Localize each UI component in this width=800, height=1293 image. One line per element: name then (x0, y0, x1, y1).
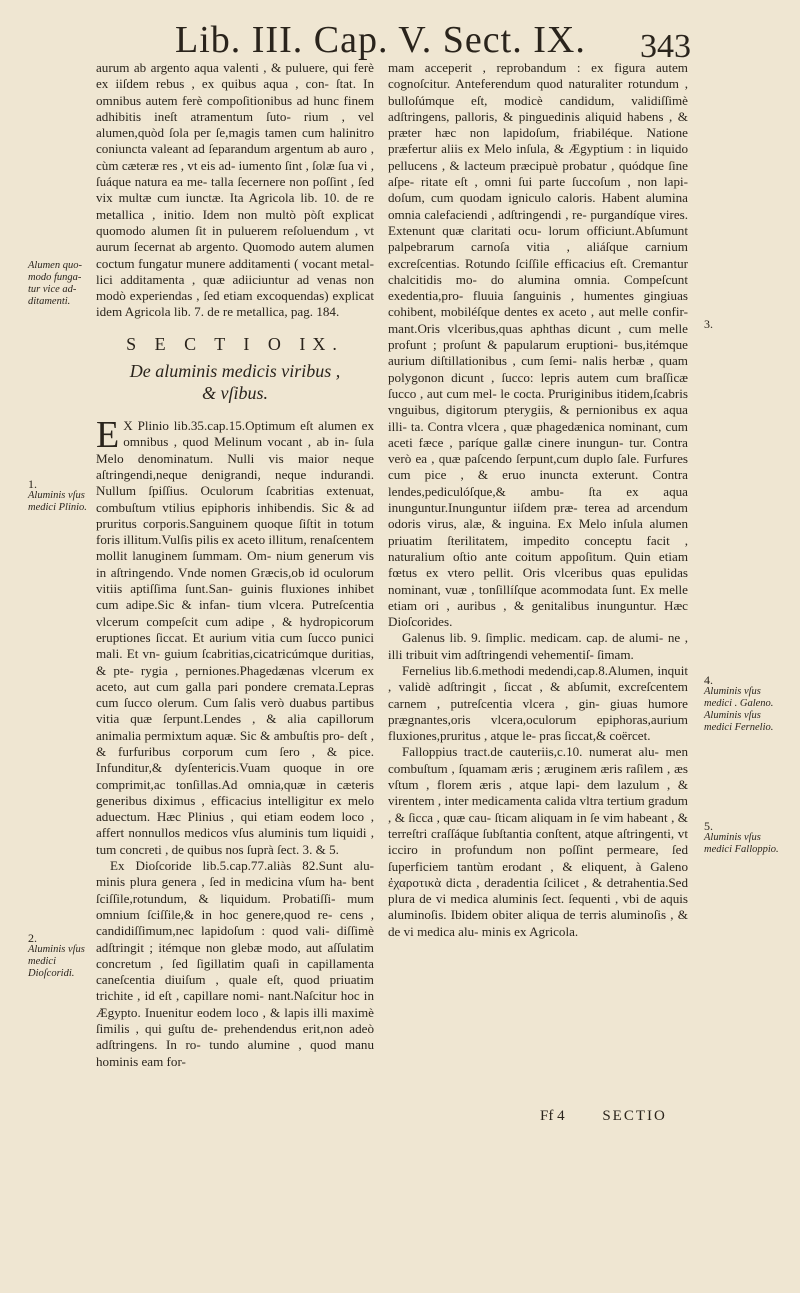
margin-note-number: 3. (704, 317, 713, 331)
paragraph: Ex Dioſcoride lib.5.cap.77.aliàs 82.Sunt alu- minis plura genera , ſed in medicina vſum ha- bent ſciſſile,rotundum, & liquidum. Probatiſſi- mum omnium ſciſſile,& in hoc genere,quod re- cens , candidiſſimum,nec lapidoſum : quod vali- diſſimè adſtringit ; itémque non glebæ modo, aut aſſulatim concretum , ſed ſigillatim quaſi in capillamenta caneſcentia diuiſum , quale eſt, quod priuatim trichite , id eſt , capillare nomi- nant.Naſcitur hoc in Ægypto. Inuenitur eodem loco , & lapis illi maximè ſimilis , qui guſtu de- prehendendus erit,non adeò adſtringens. In ro- tundo alumine , quod manu hominis eam for- (96, 858, 374, 1069)
right-column (388, 60, 688, 940)
section-subtitle (96, 360, 374, 404)
margin-note-text: Aluminis vſus medici Falloppio. (704, 832, 779, 855)
section-title: S E C T I O IX. (126, 333, 344, 354)
margin-note-number-3 (704, 318, 784, 330)
paragraph-text: X Plinio lib.35.cap.15.Optimum eſt alumen ex omnibus , quod Melinum vocant , ab in- ſula Melo denominatum. Nulli vis maior neque aſtringendi,neque denigrandi, neque indurandi. Nullum ſpiſſius. Oculorum ſcabritias extenuat, combuſtum vtilius epiphoris inhibendis. Sic & ad pruritus corporis.Sanguinem quoque ſiſtit in totum foris illitum.Vulſis pilis ex aceto illitum, renaſcentem mollit lanuginem ſummam. Om- nium generum vis in aſtringendo. Vnde nomen Græcis,ob id oculorum vitiis aptiſſima ſunt.San- guinis fluxiones inhibet cum adipe.Sic & infan- tium vlcera. Putreſcentia vlcerum compeſcit cum adipe , & hydropicorum eruptiones ſiccat. Et aurium vitia cum ſucco punici mali. Et vn- guium ſcabritias,cicatricúmque duritias, & pte- rygia , perniones.Phagedænas vlcerum ex aceto, aut cum galla pari pondere cremata.Lepras cum ſucco olerum. Cum ſalis verò duabus partibus vitia quæ ſerpunt.Lendes , & alia capillorum animalia permixtum aquæ. Sic & ambuſtis pro- deſt , & furfuribus corporum cum ſero , & pice. Infunditur,& dyſentericis.Vuam quoque in ore comprimit,ac tonſillas.Ad omnia,quæ in cæteris generibus diximus , efficacius intelligitur ex melo aduectum. Hæc Plinius , qui etiam eodem loco , affert nonnullos medicos vſus aluminis tum liquidi , tum concreti , de quibus nos ſuprà ſect. 3. & 5. (96, 418, 374, 857)
section-subtitle-line: & vſibus. (202, 383, 268, 404)
margin-note-number: 4. (704, 673, 713, 687)
paragraph: Galenus lib. 9. ſimplic. medicam. cap. de alumi- ne , illi tribuit vim adſtringendi vehementiſ- ſimam. (388, 630, 688, 662)
paragraph: Falloppius tract.de cauteriis,c.10. numerat alu- men combuſtum , ſquamam æris ; æruginem æris raſilem , æs vſtum , florem æris , atque lapi- dem lazulum , & virentem , inter medicamenta calida vltra tertium gradum , & ſicca , quæ cau- ſticam aliquam in ſe vim habeant , & terreſtri craſſáque ſubſtantia conſtent, atque aſtringenti, vt icciro in profundum non poſſint permeare, ſed ſuperficiem tantùm erodant , & eliquent, à Galeno ἐχαροτικὰ dicta , deradentia ſcilicet , & detrahentia.Sed plura de vi medica aluminis ſect. ſequenti , vbi de aquis aluminoſis. Ibidem obiter aliqua de terris aluminoſis , & de vi medica alu- minis ex Agricola. (388, 744, 688, 939)
margin-note-dioscoridi (28, 932, 90, 980)
paragraph: aurum ab argento aqua valenti , & puluere, qui ferè ex iiſdem rebus , ex quibus aqua , con- ſtat. In omnibus autem ferè compoſitionibus ad hunc finem adhibitis ineſt atramentum ſuto- rium , vel alumen,quòd ſola per ſe,magis tamen cum halinitro coniuncta valeant ad ſeparandum argentum ab auro , cùm cæteræ res , vt eis ad- iumento ſint , ſolæ ſua vi , ſuáque natura ea me- talla ſecernere non poſſint , ſed vix multæ cum iunctæ. Ita Agricola lib. 10. de re metallica , initio. Idem non multò pòſt explicat quomodo alumen ſit in puluerem reſoluendum , vt aurum ſecernat ab argento. Quomodo autem alumen coctum fungatur munere additamenti ( vocant metal- lici additamenta , quæ adiiciuntur ad venas non modò experiendas , ſed etiam excoquendas) explicat idem Agricola lib. 7. de re metallica, pag. 184. (96, 60, 374, 320)
margin-note-additamentum (28, 260, 90, 308)
margin-note-text: Aluminis vſus medici Dioſcoridi. (28, 944, 85, 979)
signature-mark: Ff 4 (540, 1108, 565, 1124)
margin-note-text: Alumen quo- modo funga- tur vice ad- ditamenti. (28, 260, 82, 307)
drop-cap: E (96, 414, 120, 457)
margin-note-text: Aluminis vſus medici Plinio. (28, 490, 87, 513)
page-number: 343 (640, 28, 691, 65)
left-column (96, 60, 374, 1070)
margin-note-number: 5. (704, 819, 713, 833)
paragraph: Fernelius lib.6.methodi medendi,cap.8.Alumen, inquit , validè adſtringit , ſiccat , & abſumit, excreſcentem carnem , putreſcentia vlcera , gin- giuas humore prægnantes,oris vlcera,oculorum epiphoras,aurium fluxiones,pruritus , atque le- pras ſiccat,& coërcet. (388, 662, 688, 744)
margin-note-text: Aluminis vſus medici . Galeno. Aluminis vſus medici Fernelio. (704, 686, 774, 733)
paragraph (96, 414, 374, 858)
running-head: Lib. III. Cap. V. Sect. IX. (175, 19, 586, 61)
catchword: SECTIO (602, 1108, 667, 1124)
page-footer (540, 1108, 667, 1125)
margin-note-plinio (28, 478, 90, 514)
margin-note-galeno-fernelio (704, 674, 784, 734)
section-subtitle-line: De aluminis medicis viribus , (129, 361, 341, 382)
margin-note-number: 1. (28, 477, 37, 491)
margin-note-number: 2. (28, 931, 37, 945)
margin-note-falloppio (704, 820, 784, 856)
paragraph: mam acceperit , reprobandum : ex figura autem cognoſcitur. Anteferendum quod naturaliter rotundum , bulloſúmque eſt, modicè candidum, validiſſimè adſtringens, palloris, & pinguedinis aliquid habens , & præter hæc non lapidoſum, friabiléque. Natione præfertur aliis ex Melo inſula, & Ægyptium : in liquido pellucens , & lacteum præcipuè probatur , quódque ſine aſpe- ritate eſt , omni ſui parte ſuccoſum , non lapi- doſum, cum quodam igniculo caloris. Habent alumina omnia calefaciendi , adſtringendi , re- purgandíque vires. Extenunt quæ claritati ocu- lorum officiunt.Abſumunt palpebrarum carnoſa vitia , aliáſque carnium excreſcentias. Rotundo ſciſſile efficacius eſt. Cremantur chalcitidis mo- do alumina omnia. Compeſcunt exedentia,pro- fluuia ſanguinis , humentes gingiuas cohibent, mobiléſque dentes ex aceto , aut melle confir- mant.Oris vlceribus,quas aphthas dicunt , cum melle profunt ; proſunt & papularum eruptioni- bus,itémque aurium diſtillationibus , cum ſemi- nalis herbæ , quam polygonon dicunt , ſucco: lepris autem cum braſſicæ ſucco , aut cum mel- le cocta. Pruriginibus itidem,ſcabris vnguibus, digitorum pterygiis, & pernionibus ex aqua illi- ta. Contra vlcera , quæ phagedænica nominant, cum aceti fæce , paríque gallæ cinere inungun- tur. Contra verò ea , quæ paſcendo ſerpunt,cum duplo ſale. Furfures cum pice , & eruo inuncta exterunt. Contra lendes,pediculóſque,& ambu- ſta ex aqua inunguntur.Inunguntur iiſdem præ- terea ad arcendum odoris virus, alæ, & inguina. Ex Melo inſula alumen priuatim ſterilitatem, impedito conceptu facit , naturalium oſtio ante coitum appoſitum. Quin etiam fœtus ex vtero pellit. Oris vlceribus quas epulidas nominant, vuæ , tonſillíſque acommodata ſunt. Ex melle etiam ori , auribus , & genitalibus inunguntur. Hæc Dioſcorides. (388, 60, 688, 630)
